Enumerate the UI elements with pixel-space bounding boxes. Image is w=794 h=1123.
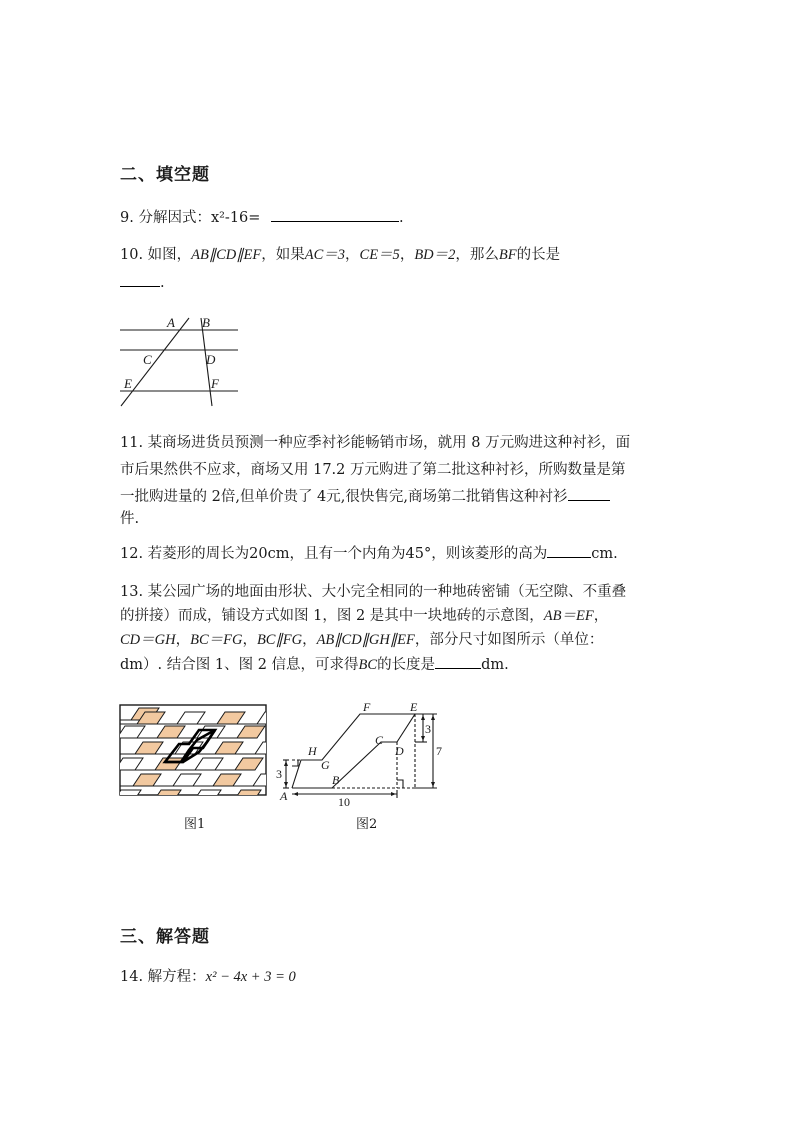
q13-parallels: AB∥CD∥GH∥EF bbox=[316, 632, 415, 648]
question-14 bbox=[120, 967, 296, 987]
q10-parallel: AB∥CD∥EF bbox=[191, 247, 262, 263]
q13-bc: BC bbox=[358, 657, 378, 673]
question-12 bbox=[120, 543, 618, 564]
label-e: E bbox=[124, 376, 132, 391]
q13-text: 的长度是 bbox=[377, 657, 436, 673]
q10-number: 10. 如图， bbox=[120, 247, 192, 263]
right-angle-d bbox=[397, 780, 403, 788]
label-g: G bbox=[321, 758, 330, 772]
label-a: A bbox=[167, 315, 175, 330]
q13-unit: dm. bbox=[481, 657, 509, 673]
question-9 bbox=[120, 207, 404, 228]
q10-text: ，如果 bbox=[261, 247, 305, 263]
dim-left-value: 3 bbox=[276, 767, 282, 781]
q13-bc-parallel-fg: BC∥FG bbox=[256, 632, 303, 648]
q13-sep: ， bbox=[302, 632, 317, 648]
figure-1-caption: 图1 bbox=[184, 817, 206, 832]
q9-answer-blank[interactable] bbox=[271, 207, 399, 222]
figure-2-schematic bbox=[275, 700, 445, 806]
q13-cd-gh: CD＝GH bbox=[120, 632, 176, 648]
q12-answer-blank[interactable] bbox=[547, 543, 591, 558]
label-b: B bbox=[332, 773, 340, 787]
q10-ce: CE＝5 bbox=[359, 247, 400, 263]
q10-sep: ， bbox=[399, 247, 415, 263]
label-h: H bbox=[308, 744, 317, 758]
q13-line2 bbox=[120, 606, 608, 626]
label-d: D bbox=[206, 352, 216, 367]
q11-line3 bbox=[120, 486, 610, 507]
q9-end: . bbox=[399, 210, 404, 226]
q10-bd: BD＝2 bbox=[414, 247, 456, 263]
q11-line2: 市后果然供不应求，商场又用 17.2 万元购进了第二批这种衬衫，所购数量是第 bbox=[120, 462, 626, 478]
label-b: B bbox=[202, 315, 210, 330]
q10-sep: ， bbox=[345, 247, 360, 263]
q14-text: 14. 解方程： bbox=[120, 969, 206, 985]
dim-bottom-value: 10 bbox=[338, 795, 350, 806]
q14-equation: x² − 4x + 3 = 0 bbox=[205, 969, 296, 985]
label-c: C bbox=[375, 733, 384, 747]
q10-figure bbox=[115, 312, 245, 412]
label-e: E bbox=[410, 700, 418, 714]
q10-answer-blank[interactable] bbox=[120, 272, 160, 287]
q10-ac: AC＝3 bbox=[304, 247, 346, 263]
label-c: C bbox=[143, 352, 152, 367]
question-10 bbox=[120, 245, 560, 265]
label-a: A bbox=[280, 789, 288, 803]
label-d: D bbox=[395, 744, 404, 758]
q13-bc-fg: BC＝FG bbox=[190, 632, 243, 648]
q13-sep: ， bbox=[593, 608, 609, 624]
q10-text: 的长是 bbox=[516, 247, 561, 263]
figure-1-tiling bbox=[119, 704, 269, 798]
tile bbox=[119, 790, 141, 798]
figure-2-caption: 图2 bbox=[356, 817, 378, 832]
right-angle-a bbox=[292, 760, 298, 766]
question-10-line2 bbox=[120, 272, 165, 293]
q9-text: 9. 分解因式：x²-16= bbox=[120, 210, 261, 226]
q11-answer-blank[interactable] bbox=[568, 486, 610, 501]
label-f: F bbox=[211, 376, 219, 391]
q13-ab-ef: AB＝EF bbox=[543, 608, 594, 624]
q13-sep: ， bbox=[175, 632, 191, 648]
q13-line3 bbox=[120, 630, 603, 650]
q11-line1: 11. 某商场进货员预测一种应季衬衫能畅销市场，就用 8 万元购进这种衬衫，面 bbox=[120, 435, 631, 451]
dim-right-total-value: 7 bbox=[436, 744, 442, 758]
section-title-fill-in: 二、填空题 bbox=[120, 165, 210, 185]
q12-unit: cm. bbox=[591, 546, 618, 562]
q13-sep: ， bbox=[242, 632, 257, 648]
q13-text: dm）. 结合图 1、图 2 信息，可求得 bbox=[120, 657, 359, 673]
q12-text: 12. 若菱形的周长为20cm，且有一个内角为45°，则该菱形的高为 bbox=[120, 546, 548, 562]
label-f: F bbox=[363, 700, 371, 714]
q13-line1: 13. 某公园广场的地面由形状、大小完全相同的一种地砖密铺（无空隙、不重叠 bbox=[120, 584, 627, 600]
q11-line3-text: 一批购进量的 2倍,但单价贵了 4元,很快售完,商场第二批销售这种衬衫 bbox=[120, 489, 568, 505]
q11-line4: 件. bbox=[120, 511, 140, 527]
q10-text: ，那么 bbox=[455, 247, 499, 263]
q13-text: 的拼接）而成，铺设方式如图 1，图 2 是其中一块地砖的示意图， bbox=[120, 608, 544, 624]
q13-answer-blank[interactable] bbox=[435, 654, 481, 669]
section-title-answer: 三、解答题 bbox=[120, 927, 210, 947]
q10-end: . bbox=[160, 275, 165, 291]
q10-bf: BF bbox=[498, 247, 517, 263]
q13-text: ，部分尺寸如图所示（单位： bbox=[414, 632, 604, 648]
dim-right-small-value: 3 bbox=[425, 722, 431, 736]
q13-line4 bbox=[120, 654, 509, 675]
transversal-ace bbox=[121, 318, 189, 406]
